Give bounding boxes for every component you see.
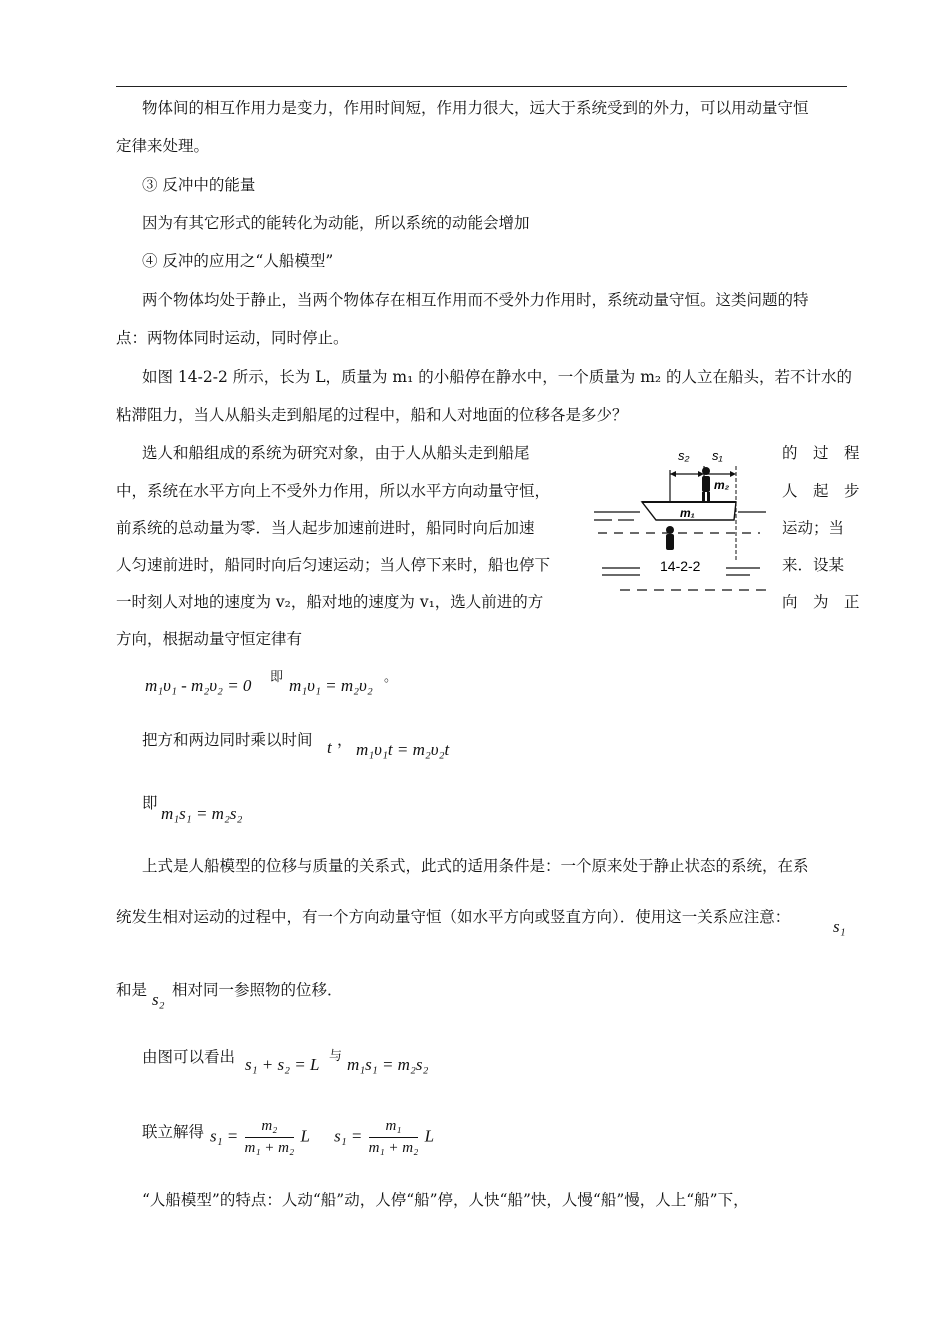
- label-s2: s₂: [678, 448, 690, 463]
- equation-5-num-1: m₂: [245, 1118, 295, 1138]
- equation-5-s1b: s₁ =: [334, 1126, 363, 1146]
- boat-figure: [590, 440, 770, 600]
- paragraph-5-right-line-3: 运动；当: [782, 519, 845, 537]
- equation-2-rhs: m₁υ₁t = m₂υ₂t: [356, 740, 450, 759]
- equation-2-text: 把方和两边同时乘以时间: [142, 731, 313, 749]
- equation-5-text: 联立解得: [142, 1123, 205, 1141]
- equation-5-L-2: L: [424, 1126, 435, 1146]
- paragraph-5-right-line-1: 的 过 程: [782, 444, 860, 462]
- paragraph-6-line-3b: 相对同一参照物的位移．: [172, 981, 343, 999]
- heading-3: ③ 反冲中的能量: [142, 176, 256, 194]
- paragraph-2: 因为有其它形式的能转化为动能，所以系统的动能会增加: [142, 214, 530, 232]
- equation-5-s1: s₁ =: [210, 1126, 239, 1146]
- equation-4-mid: 与: [329, 1049, 343, 1064]
- paragraph-5-left-line-4: 人匀速前进时，船同时向后匀速运动；当人停下来时，船也停下: [116, 556, 551, 574]
- paragraph-5-left-line-6: 方向，根据动量守恒定律有: [116, 630, 303, 648]
- person-body-icon: [702, 476, 710, 492]
- equation-1-mid: 即: [270, 670, 284, 685]
- label-m1: m₁: [680, 506, 695, 520]
- equation-1-rhs: m₁υ₁ = m₂υ₂: [289, 676, 373, 695]
- label-m2: m₂: [714, 478, 730, 492]
- paragraph-6-line-2: 统发生相对运动的过程中，有一个方向动量守恒（如水平方向或竖直方向）．使用这一关系应注意：: [116, 908, 791, 926]
- paragraph-6-line-3a: 和是: [116, 981, 148, 999]
- equation-3-rhs: m₁s₁ = m₂s₂: [161, 804, 243, 823]
- paragraph-6-s1: s₁: [833, 917, 846, 936]
- paragraph-4-line-1: 如图 14-2-2 所示，长为 L，质量为 m₁ 的小船停在静水中，一个质量为 m₂ 的人立在船头，若不计水的: [142, 368, 853, 386]
- header-rule: [116, 86, 847, 87]
- equation-5-L-1: L: [300, 1126, 310, 1146]
- paragraph-3-line-1: 两个物体均处于静止，当两个物体存在相互作用而不受外力作用时，系统动量守恒。这类问题的特: [142, 291, 809, 309]
- equation-3-text: 即: [142, 794, 158, 812]
- paragraph-1-line-2: 定律来处理。: [116, 137, 210, 155]
- paragraph-3-line-2: 点：两物体同时运动，同时停止。: [116, 329, 349, 347]
- paragraph-5-left-line-2: 中，系统在水平方向上不受外力作用，所以水平方向动量守恒，: [116, 482, 551, 500]
- paragraph-4-line-2: 粘滞阻力，当人从船头走到船尾的过程中，船和人对地面的位移各是多少？: [116, 406, 628, 424]
- equation-5-fraction-2: [369, 1118, 419, 1157]
- equation-5-solution: [210, 1118, 434, 1157]
- equation-4-a: s₁ + s₂ = L: [245, 1055, 320, 1074]
- equation-1-lhs: m₁υ₁ - m₂υ₂ = 0: [145, 676, 252, 695]
- label-s1: s₁: [712, 448, 723, 463]
- paragraph-1-line-1: 物体间的相互作用力是变力，作用时间短，作用力很大，远大于系统受到的外力，可以用动量守恒: [142, 99, 809, 117]
- equation-5-num-2: m₁: [369, 1118, 419, 1138]
- equation-5-den-2: m₁ + m₂: [368, 1140, 419, 1156]
- paragraph-5-right-line-2: 人 起 步: [782, 482, 860, 500]
- paragraph-5-right-line-4: 来．设某: [782, 556, 845, 574]
- equation-2-comma: ，: [337, 731, 353, 749]
- paragraph-7: “人船模型”的特点：人动“船”动，人停“船”停，人快“船”快，人慢“船”慢，人上“船”下，: [142, 1191, 749, 1209]
- equation-5-den-1: m₁ + m₂: [244, 1140, 295, 1156]
- paragraph-6-s2: s₂: [152, 990, 165, 1009]
- paragraph-5-left-line-5: 一时刻人对地的速度为 v₂，船对地的速度为 v₁，选人前进的方: [116, 593, 544, 611]
- equation-4-text: 由图可以看出: [142, 1048, 236, 1066]
- paragraph-6-line-1: 上式是人船模型的位移与质量的关系式，此式的适用条件是：一个原来处于静止状态的系统，在系: [142, 857, 809, 875]
- paragraph-5-right-line-5: 向 为 正: [782, 593, 860, 611]
- equation-5-fraction-1: [245, 1118, 295, 1157]
- paragraph-5-left-line-1: 选人和船组成的系统为研究对象，由于人从船头走到船尾: [142, 444, 530, 462]
- person-head-icon: [702, 467, 710, 475]
- equation-4-b: m₁s₁ = m₂s₂: [347, 1055, 429, 1074]
- paragraph-5-left-line-3: 前系统的总动量为零．当人起步加速前进时，船同时向后加速: [116, 519, 535, 537]
- equation-2-t: t: [327, 738, 332, 757]
- equation-1-end: 。: [384, 670, 398, 685]
- heading-4: ④ 反冲的应用之“人船模型”: [142, 252, 334, 270]
- figure-caption: 14-2-2: [660, 558, 701, 574]
